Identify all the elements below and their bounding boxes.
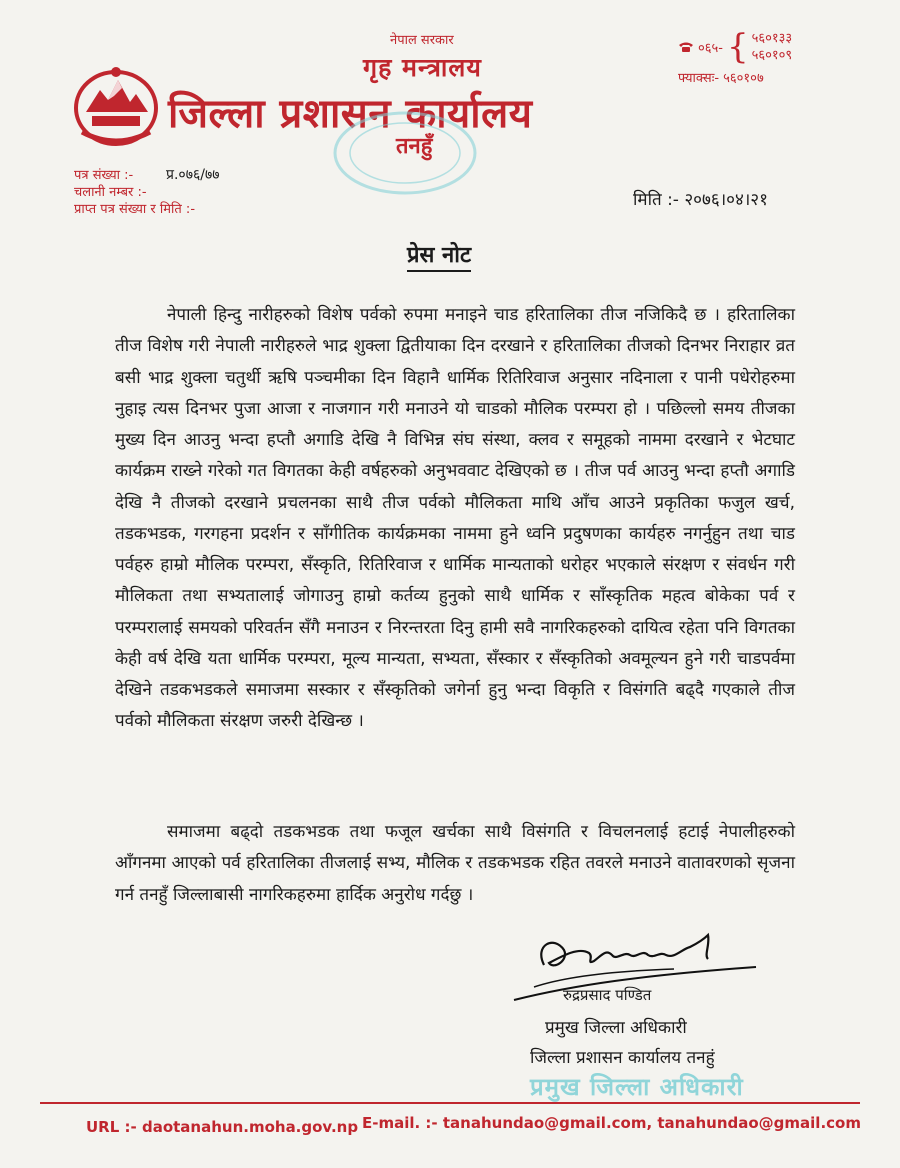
body-paragraph: नेपाली हिन्दु नारीहरुको विशेष पर्वको रुपमा मनाइने चाड हरितालिका तीज नजिकिदै छ । हरितालिका तीज विशेष गरी नेपाली नारीहरुले भाद्र शुक्ला द्वितीयाका दिन दरखाने र हरितालिका तीजको दिनभर निराहार व्रत बसी भाद्र शुक्ला चतुर्थी ऋषि पञ्चमीका दिन विहानै धार्मिक रितिरिवाज अनुसार नदिनाला र पानी पधेरोहरुमा नुहाइ त्यस दिनभर पुजा आजा र नाजगान गरी मनाउने यो चाडको मौलिक परम्परा हो । पछिल्लो समय तीजका मुख्य दिन आउनु भन्दा हप्तौ अगाडि देखि नै विभिन्न संघ संस्था, क्लव र समूहको नाममा दरखाने र भेटघाट कार्यक्रम राख्ने गरेको गत विगतका केही वर्षहरुको अनुभववाट देखिएको छ । तीज पर्व आउनु भन्दा हप्तौ अगाडि देखि नै तीजको दरखाने प्रचलनका साथै तीज पर्वको मौलिकता माथि आँच आउने प्रकृतिका फजुल खर्च, तडकभडक, गरगहना प्रदर्शन र साँगीतिक कार्यक्रमका नाममा हुने ध्वनि प्रदुषणका कार्यहरु नगर्नुहुन तथा चाड पर्वहरु हाम्रो मौलिक परम्परा, सँस्कृति, रितिरिवाज र धार्मिक मान्यताको धरोहर भएकाले संरक्षण र संवर्धन गरी मौलिकता तथा सभ्यतालाई जोगाउनु हाम्रो कर्तव्य हुनुको साथै धार्मिक र साँस्कृतिक महत्व बोकेका पर्व र परम्परालाई समयको परिवर्तन सँगै मनाउन र निरन्तरता दिनु हामी सवै नागरिकहरुको दायित्व रहेता पनि विगतका केही वर्ष देखि यता धार्मिक परम्परा, मूल्य मान्यता, सभ्यता, सँस्कार र सँस्कृतिको अवमूल्यन हुने गरी चाडपर्वमा देखिने तडकभडकले समाजमा सस्कार र सँस्कृतिको जगेर्ना हुनु भन्दा विकृति र विसंगति बढ्दै गएकाले तीज पर्वको मौलिकता संरक्षण जरुरी देखिन्छ । — [115, 305, 795, 732]
phone-brace: { — [726, 27, 749, 67]
ministry-name: गृह मन्त्रालय — [363, 53, 482, 82]
office-name: जिल्ला प्रशासन कार्यालय — [168, 91, 533, 137]
footer-divider — [40, 1102, 860, 1104]
document-date: मिति :- २०७६।०४।२१ — [633, 190, 768, 210]
government-emblem-icon — [70, 62, 162, 148]
government-label: नेपाल सरकार — [390, 33, 454, 48]
fax-number: फ्याक्सः- ५६०१०७ — [678, 71, 764, 86]
phone-icon — [678, 41, 694, 53]
signer-designation: प्रमुख जिल्ला अधिकारी — [545, 1018, 687, 1038]
phone-number: ५६०१०९ — [751, 48, 793, 63]
letter-number-value: प्र.०७६/७७ — [166, 167, 220, 183]
footer-email: E-mail. :- tanahundao@gmail.com, tanahundao@gmail.com — [362, 1114, 861, 1132]
phone-prefix: ०६५- — [698, 41, 723, 56]
received-letter-label: प्राप्त पत्र संख्या र मिति :- — [74, 202, 196, 217]
phone-number: ५६०१३३ — [751, 31, 793, 46]
signer-office: जिल्ला प्रशासन कार्यालय तनहुं — [530, 1048, 715, 1068]
signer-name: रुद्रप्रसाद पण्डित — [563, 986, 652, 1004]
dispatch-number-label: चलानी नम्बर :- — [74, 185, 147, 200]
letter-number-label: पत्र संख्या :- — [74, 168, 134, 183]
phone-block — [678, 27, 793, 67]
page-title: प्रेस नोट — [407, 239, 471, 272]
district-name: तनहुँ — [396, 134, 433, 159]
footer-url: URL :- daotanahun.moha.gov.np — [86, 1118, 359, 1136]
body-paragraph: समाजमा बढ्दो तडकभडक तथा फजूल खर्चका साथै विसंगति र विचलनलाई हटाई नेपालीहरुको आँगनमा आएको पर्व हरितालिका तीजलाई सभ्य, मौलिक र तडकभडक रहित तवरले मनाउने वातावरणको सृजना गर्न तनहुँ जिल्लाबासी नागरिकहरुमा हार्दिक अनुरोध गर्दछु । — [115, 822, 795, 905]
official-stamp: प्रमुख जिल्ला अधिकारी — [530, 1073, 744, 1101]
